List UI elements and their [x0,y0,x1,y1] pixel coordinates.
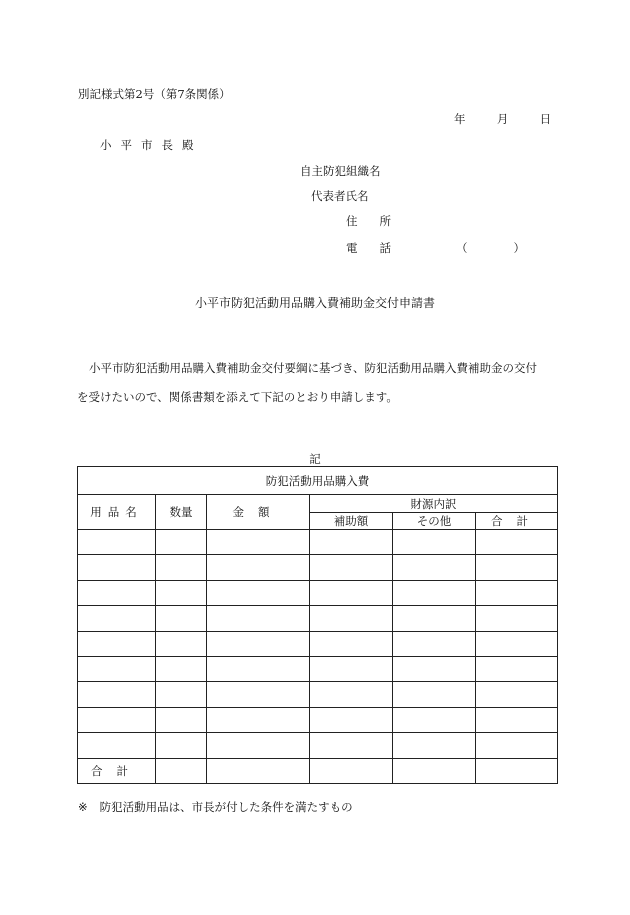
table-row [78,682,558,707]
col-header-amount: 金額 [207,495,310,530]
cell-other[interactable] [393,656,476,681]
cell-subsidy[interactable] [310,707,393,732]
addressee: 小平市長殿 [100,138,203,152]
col-header-other: その他 [393,513,476,530]
cell-amount-total[interactable] [207,758,310,783]
cell-item[interactable] [78,606,156,631]
col-header-qty: 数量 [156,495,207,530]
cell-subsidy[interactable] [310,555,393,580]
col-header-source: 財源内訳 [310,495,558,513]
date-line [454,111,551,127]
application-statement [77,354,557,412]
cell-amount[interactable] [207,580,310,605]
cell-item[interactable] [78,631,156,656]
date-month: 月 [496,112,509,126]
date-year: 年 [454,112,466,126]
col-header-total: 合計 [476,513,558,530]
cell-amount[interactable] [207,656,310,681]
cell-other[interactable] [393,580,476,605]
cell-qty[interactable] [156,555,207,580]
cell-item[interactable] [78,707,156,732]
phone-label: 電話 [346,241,413,255]
cell-qty[interactable] [156,530,207,555]
cell-subsidy[interactable] [310,733,393,758]
table-row [78,733,558,758]
cell-other-total[interactable] [393,758,476,783]
document-title: 小平市防犯活動用品購入費補助金交付申請書 [194,296,435,310]
cell-amount[interactable] [207,707,310,732]
table-row [78,656,558,681]
table-row [78,631,558,656]
cell-total[interactable] [476,580,558,605]
table-row [78,555,558,580]
cell-item[interactable] [78,733,156,758]
cell-qty[interactable] [156,733,207,758]
footnote [78,799,353,815]
cell-other[interactable] [393,631,476,656]
cell-other[interactable] [393,606,476,631]
cell-amount[interactable] [207,733,310,758]
table-total-row [78,758,558,783]
statement-line-2: を受けたいので、関係書類を添えて下記のとおり申請します。 [77,390,398,404]
date-day: 日 [539,112,552,126]
cell-subsidy[interactable] [310,580,393,605]
cell-other[interactable] [393,530,476,555]
cell-subsidy[interactable] [310,606,393,631]
cell-qty[interactable] [156,606,207,631]
representative-label: 代表者氏名 [311,189,369,203]
cell-amount[interactable] [207,631,310,656]
note-text: 防犯活動用品は、市長が付した条件を満たすもの [99,800,353,814]
cell-amount[interactable] [207,606,310,631]
statement-line-1: 小平市防犯活動用品購入費補助金交付要綱に基づき、防犯活動用品購入費補助金の交付 [89,361,538,375]
table-row [78,530,558,555]
cell-subsidy-total[interactable] [310,758,393,783]
cell-subsidy[interactable] [310,656,393,681]
cell-total[interactable] [476,555,558,580]
cell-total[interactable] [476,707,558,732]
cell-total-total[interactable] [476,758,558,783]
col-header-item: 用品名 [78,495,156,530]
cell-qty[interactable] [156,631,207,656]
cell-total[interactable] [476,656,558,681]
cell-amount[interactable] [207,682,310,707]
cell-other[interactable] [393,733,476,758]
cell-item[interactable] [78,530,156,555]
cell-qty[interactable] [156,682,207,707]
cell-other[interactable] [393,555,476,580]
form-reference: 別記様式第2号（第7条関係） [78,87,231,101]
table-row [78,707,558,732]
cell-total[interactable] [476,733,558,758]
table-row [78,606,558,631]
expense-table [77,466,558,784]
cell-item[interactable] [78,656,156,681]
cell-amount[interactable] [207,555,310,580]
cell-other[interactable] [393,707,476,732]
cell-item[interactable] [78,682,156,707]
phone-parentheses: （ ） [456,241,525,255]
cell-subsidy[interactable] [310,631,393,656]
org-name-label: 自主防犯組織名 [300,164,381,178]
cell-total[interactable] [476,606,558,631]
cell-qty-total[interactable] [156,758,207,783]
cell-qty[interactable] [156,707,207,732]
cell-total[interactable] [476,631,558,656]
cell-subsidy[interactable] [310,530,393,555]
cell-qty[interactable] [156,656,207,681]
cell-subsidy[interactable] [310,682,393,707]
col-header-subsidy: 補助額 [310,513,393,530]
ki-heading: 記 [309,452,321,466]
cell-amount[interactable] [207,530,310,555]
cell-total[interactable] [476,682,558,707]
cell-qty[interactable] [156,580,207,605]
cell-item[interactable] [78,555,156,580]
table-row [78,580,558,605]
total-row-label: 合計 [78,758,156,783]
cell-item[interactable] [78,580,156,605]
cell-other[interactable] [393,682,476,707]
table-caption: 防犯活動用品購入費 [78,467,558,495]
address-label: 住所 [346,214,413,228]
note-mark: ※ [78,800,88,814]
cell-total[interactable] [476,530,558,555]
